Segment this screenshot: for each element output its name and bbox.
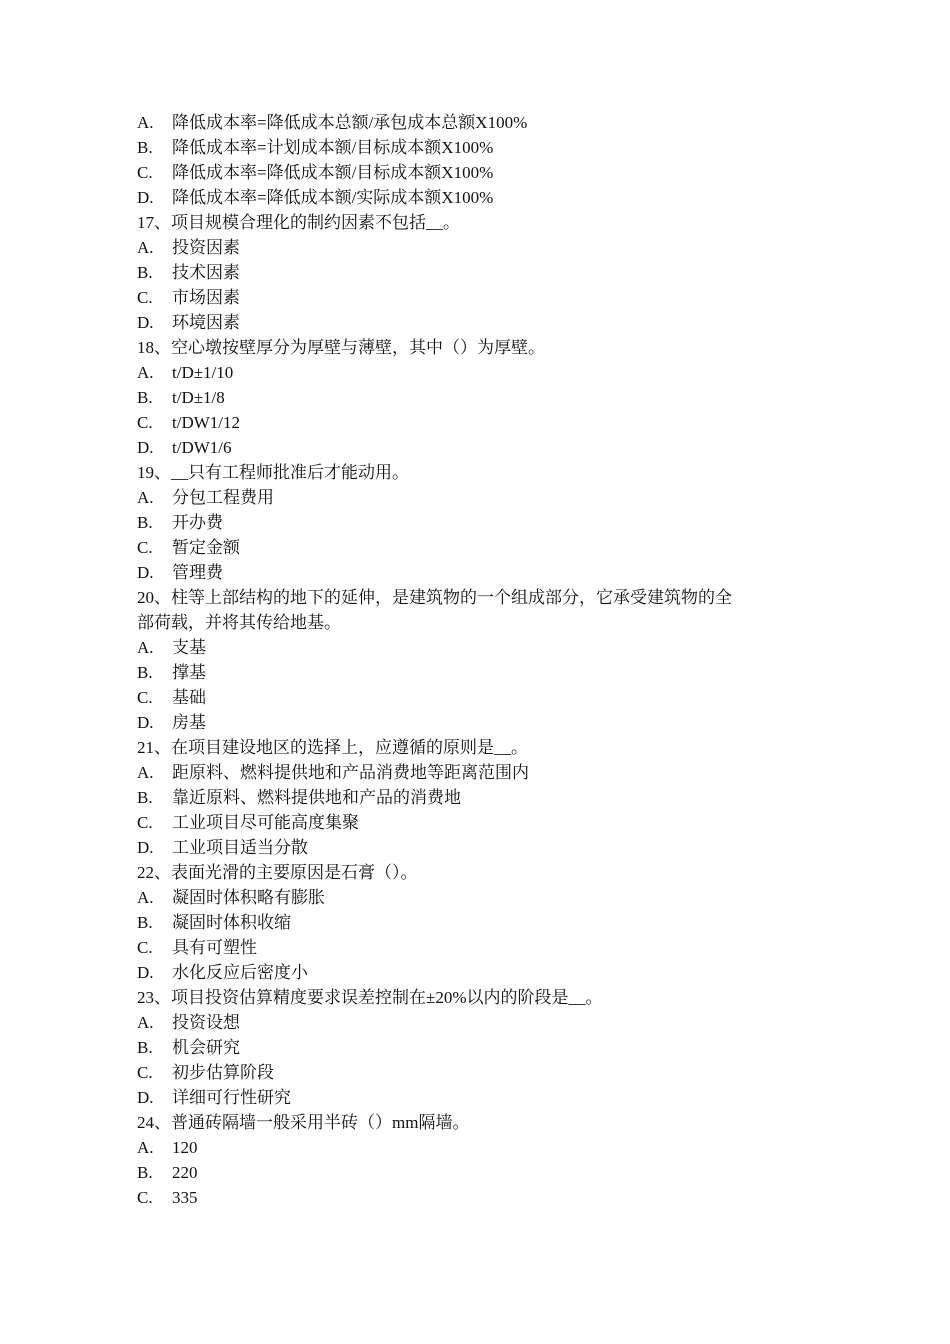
option-text: 凝固时体积略有膨胀: [172, 888, 325, 907]
option-letter: C.: [137, 1188, 153, 1207]
option-letter: C.: [137, 163, 153, 182]
option-text: 投资设想: [172, 1013, 240, 1032]
question-text: 21、在项目建设地区的选择上，应遵循的原则是__。: [137, 738, 528, 757]
option-text: 环境因素: [172, 313, 240, 332]
answer-option: [137, 760, 827, 785]
option-letter: B.: [137, 388, 153, 407]
option-letter: C.: [137, 413, 153, 432]
option-letter: B.: [137, 913, 153, 932]
option-text: 220: [172, 1163, 198, 1182]
option-text: 技术因素: [172, 263, 240, 282]
answer-option: [137, 310, 827, 335]
option-text: 管理费: [172, 563, 223, 582]
option-letter: D.: [137, 1088, 154, 1107]
answer-option: [137, 385, 827, 410]
answer-option: [137, 685, 827, 710]
option-letter: A.: [137, 488, 154, 507]
option-letter: A.: [137, 638, 154, 657]
option-letter: A.: [137, 888, 154, 907]
answer-option: [137, 185, 827, 210]
question-text: 19、__只有工程师批准后才能动用。: [137, 463, 409, 482]
option-letter: D.: [137, 713, 154, 732]
option-text: 120: [172, 1138, 198, 1157]
question-text: 部荷载，并将其传给地基。: [137, 613, 341, 632]
option-letter: B.: [137, 663, 153, 682]
option-text: 工业项目适当分散: [172, 838, 308, 857]
option-text: 市场因素: [172, 288, 240, 307]
option-text: t/D±1/8: [172, 388, 225, 407]
option-letter: B.: [137, 513, 153, 532]
option-text: 工业项目尽可能高度集聚: [172, 813, 359, 832]
option-letter: C.: [137, 538, 153, 557]
option-letter: D.: [137, 563, 154, 582]
option-letter: B.: [137, 1038, 153, 1057]
option-letter: B.: [137, 788, 153, 807]
question-text: 18、空心墩按壁厚分为厚壁与薄壁，其中（）为厚壁。: [137, 338, 545, 357]
option-text: 具有可塑性: [172, 938, 257, 957]
answer-option: [137, 110, 827, 135]
option-text: 距原料、燃料提供地和产品消费地等距离范围内: [172, 763, 529, 782]
answer-option: [137, 1160, 827, 1185]
option-letter: B.: [137, 1163, 153, 1182]
option-text: 详细可行性研究: [172, 1088, 291, 1107]
option-text: 靠近原料、燃料提供地和产品的消费地: [172, 788, 461, 807]
answer-option: [137, 710, 827, 735]
option-text: 初步估算阶段: [172, 1063, 274, 1082]
answer-option: [137, 810, 827, 835]
answer-option: [137, 835, 827, 860]
option-letter: A.: [137, 763, 154, 782]
option-text: t/D±1/10: [172, 363, 234, 382]
answer-option: [137, 660, 827, 685]
option-letter: A.: [137, 238, 154, 257]
option-letter: C.: [137, 813, 153, 832]
answer-option: [137, 910, 827, 935]
answer-option: [137, 285, 827, 310]
option-letter: D.: [137, 188, 154, 207]
answer-option: [137, 1060, 827, 1085]
option-text: 水化反应后密度小: [172, 963, 308, 982]
answer-option: [137, 1035, 827, 1060]
answer-option: [137, 885, 827, 910]
option-text: 机会研究: [172, 1038, 240, 1057]
option-text: 降低成本率=降低成本总额/承包成本总额X100%: [172, 113, 528, 132]
question-text: 17、项目规模合理化的制约因素不包括__。: [137, 213, 460, 232]
option-text: 暂定金额: [172, 538, 240, 557]
answer-option: [137, 510, 827, 535]
option-letter: A.: [137, 1013, 154, 1032]
option-text: 降低成本率=降低成本额/目标成本额X100%: [172, 163, 494, 182]
answer-option: [137, 485, 827, 510]
option-letter: C.: [137, 938, 153, 957]
answer-option: [137, 1135, 827, 1160]
document-page: [137, 110, 827, 1210]
answer-option: [137, 260, 827, 285]
option-text: 分包工程费用: [172, 488, 274, 507]
question-text: 22、表面光滑的主要原因是石膏（）。: [137, 863, 418, 882]
answer-option: [137, 135, 827, 160]
answer-option: [137, 560, 827, 585]
option-text: 降低成本率=计划成本额/目标成本额X100%: [172, 138, 494, 157]
option-letter: B.: [137, 263, 153, 282]
answer-option: [137, 1010, 827, 1035]
option-letter: D.: [137, 838, 154, 857]
answer-option: [137, 410, 827, 435]
answer-option: [137, 160, 827, 185]
option-text: t/DW1/12: [172, 413, 240, 432]
question-text: 20、柱等上部结构的地下的延伸，是建筑物的一个组成部分，它承受建筑物的全: [137, 588, 732, 607]
option-letter: A.: [137, 113, 154, 132]
answer-option: [137, 1185, 827, 1210]
answer-option: [137, 535, 827, 560]
option-text: 支基: [172, 638, 206, 657]
question-text: 23、项目投资估算精度要求误差控制在±20%以内的阶段是__。: [137, 988, 603, 1007]
option-text: 撑基: [172, 663, 206, 682]
question-text: 24、普通砖隔墙一般采用半砖（）mm隔墙。: [137, 1113, 470, 1132]
answer-option: [137, 235, 827, 260]
option-text: 凝固时体积收缩: [172, 913, 291, 932]
option-text: 投资因素: [172, 238, 240, 257]
option-letter: A.: [137, 1138, 154, 1157]
answer-option: [137, 635, 827, 660]
option-letter: D.: [137, 438, 154, 457]
option-text: 降低成本率=降低成本额/实际成本额X100%: [172, 188, 494, 207]
answer-option: [137, 1085, 827, 1110]
option-letter: B.: [137, 138, 153, 157]
option-letter: C.: [137, 288, 153, 307]
answer-option: [137, 435, 827, 460]
answer-option: [137, 360, 827, 385]
answer-option: [137, 785, 827, 810]
answer-option: [137, 935, 827, 960]
option-letter: C.: [137, 688, 153, 707]
option-text: 335: [172, 1188, 198, 1207]
option-letter: D.: [137, 963, 154, 982]
option-letter: A.: [137, 363, 154, 382]
answer-option: [137, 960, 827, 985]
option-letter: D.: [137, 313, 154, 332]
option-text: 基础: [172, 688, 206, 707]
option-text: t/DW1/6: [172, 438, 232, 457]
option-letter: C.: [137, 1063, 153, 1082]
option-text: 开办费: [172, 513, 223, 532]
option-text: 房基: [172, 713, 206, 732]
